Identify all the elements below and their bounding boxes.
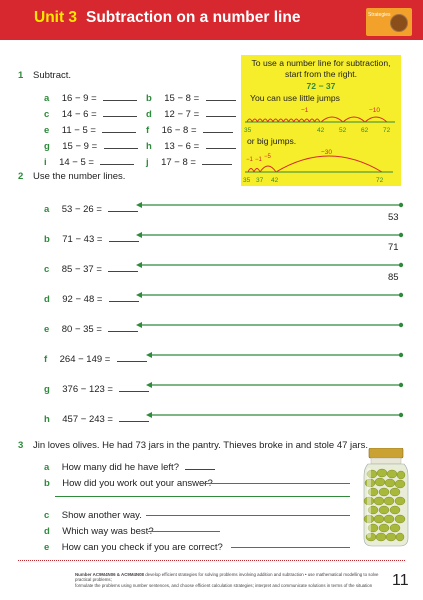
number-line-end-label: 71 <box>388 242 399 253</box>
end-point <box>399 233 403 237</box>
item-expression: 53 − 26 = <box>61 204 102 215</box>
q2-item-f <box>44 349 147 367</box>
jump-label: −1 <box>246 157 253 163</box>
answer-blank[interactable] <box>117 361 147 362</box>
item-letter: c <box>44 264 50 275</box>
left-arrow-icon <box>136 202 142 208</box>
item-question: How can you check if you are correct? <box>61 542 223 553</box>
left-arrow-icon <box>136 322 142 328</box>
item-letter: a <box>44 204 50 215</box>
brain-icon <box>390 14 408 32</box>
item-letter: h <box>44 414 50 425</box>
q3-item-b <box>44 473 213 491</box>
tick-label: 35 <box>243 177 251 184</box>
item-letter: f <box>44 354 48 365</box>
tick-label: 62 <box>361 127 369 134</box>
jar-lid <box>369 448 403 458</box>
item-expression: 376 − 123 = <box>62 384 113 395</box>
end-point <box>399 353 403 357</box>
number-line[interactable] <box>146 380 406 390</box>
jump-label: −1 <box>255 157 262 163</box>
number-line[interactable] <box>136 230 406 240</box>
number-line[interactable] <box>146 350 406 360</box>
item-expression: 13 − 6 = <box>164 141 200 152</box>
item-expression: 17 − 8 = <box>161 157 196 168</box>
q1-instruction: Subtract. <box>33 70 72 81</box>
q3-intro: Jin loves olives. He had 73 jars in the pantry. Thieves broke in and stole 47 jars. <box>33 440 368 451</box>
q1-number: 1 <box>18 70 24 81</box>
answer-blank[interactable] <box>100 164 134 165</box>
item-letter: b <box>44 478 50 489</box>
answer-line[interactable] <box>55 496 350 497</box>
item-expression: 12 − 7 = <box>164 109 200 120</box>
q2-item-h <box>44 409 149 427</box>
item-letter: d <box>146 109 152 120</box>
item-expression: 80 − 35 = <box>61 324 102 335</box>
footer-divider <box>18 560 405 561</box>
item-letter: g <box>44 384 50 395</box>
item-letter: i <box>44 157 47 168</box>
end-point <box>399 413 403 417</box>
q2-item-g <box>44 379 149 397</box>
end-point <box>399 203 403 207</box>
left-arrow-icon <box>146 412 152 418</box>
jump-label: −30 <box>321 149 333 156</box>
tip-line-2: start from the right. <box>284 69 358 79</box>
end-point <box>399 293 403 297</box>
olive-jar-image <box>360 448 412 548</box>
number-line[interactable] <box>136 200 406 210</box>
number-line-end-label: 53 <box>388 212 399 223</box>
unit-label: Unit 3 <box>34 9 78 26</box>
item-letter: e <box>44 125 50 136</box>
item-letter: d <box>44 526 50 537</box>
page-header <box>0 0 423 40</box>
tick-label: 72 <box>383 127 391 134</box>
answer-blank[interactable] <box>185 469 215 470</box>
item-question: How did you work out your answer? <box>62 478 213 489</box>
tip-little-jumps: You can use little jumps <box>250 93 340 103</box>
item-expression: 85 − 37 = <box>61 264 102 275</box>
item-letter: e <box>44 542 50 553</box>
jar-highlight <box>367 468 371 538</box>
answer-blank[interactable] <box>109 241 139 242</box>
item-expression: 71 − 43 = <box>62 234 103 245</box>
item-expression: 11 − 5 = <box>61 125 96 136</box>
jump-arc <box>365 117 387 122</box>
tick-label: 72 <box>376 177 384 184</box>
q2-item-d <box>44 289 139 307</box>
item-letter: b <box>44 234 50 245</box>
item-question: Show another way. <box>61 510 142 521</box>
answer-blank[interactable] <box>103 100 137 101</box>
answer-blank[interactable] <box>108 211 138 212</box>
item-expression: 15 − 8 = <box>164 93 200 104</box>
jump-arc <box>260 166 276 172</box>
tick-label: 52 <box>339 127 347 134</box>
item-letter: h <box>146 141 152 152</box>
end-point <box>399 263 403 267</box>
answer-blank[interactable] <box>104 148 138 149</box>
item-expression: 16 − 8 = <box>161 125 197 136</box>
left-arrow-icon <box>146 352 152 358</box>
big-jumps-number-line <box>241 147 401 185</box>
item-expression: 92 − 48 = <box>62 294 103 305</box>
curriculum-text-1: develop efficient strategies for solving problems involving addition and subtraction • use mathematical modelling to solve practical problems; <box>75 572 379 583</box>
jump-arc <box>254 169 260 173</box>
answer-blank[interactable] <box>102 132 136 133</box>
answer-blank[interactable] <box>108 271 138 272</box>
curriculum-codes: Number AC9M4N06 & AC9M4N08 <box>75 572 144 577</box>
q3-number: 3 <box>18 440 24 451</box>
jump-arc <box>248 169 254 173</box>
number-line-end-label: 85 <box>388 272 399 283</box>
tip-example: 72 − 37 <box>306 81 336 91</box>
tip-box <box>241 55 401 186</box>
q2-item-b <box>44 229 139 247</box>
jar-neck <box>371 458 401 464</box>
q1-item-j <box>146 152 232 170</box>
q1-item-i <box>44 152 134 170</box>
left-arrow-icon <box>136 292 142 298</box>
number-line[interactable] <box>146 410 406 420</box>
item-letter: a <box>44 462 50 473</box>
item-expression: 457 − 243 = <box>62 414 113 425</box>
item-letter: g <box>44 141 50 152</box>
jump-arc <box>321 117 343 122</box>
item-expression: 16 − 9 = <box>61 93 97 104</box>
answer-blank[interactable] <box>109 301 139 302</box>
answer-line[interactable] <box>231 547 350 548</box>
item-letter: f <box>146 125 150 136</box>
page-number: 11 <box>392 572 409 589</box>
number-line[interactable] <box>136 320 406 330</box>
item-expression: 15 − 9 = <box>62 141 98 152</box>
answer-blank[interactable] <box>203 132 233 133</box>
item-letter: e <box>44 324 50 335</box>
number-line[interactable] <box>136 290 406 300</box>
item-expression: 14 − 6 = <box>61 109 97 120</box>
q2-item-c <box>44 259 138 277</box>
badge-label: Strategies <box>368 12 391 18</box>
answer-blank[interactable] <box>206 148 236 149</box>
tick-label: 42 <box>317 127 325 134</box>
left-arrow-icon <box>146 382 152 388</box>
strategies-badge <box>366 8 412 36</box>
page-title: Subtraction on a number line <box>86 9 301 26</box>
q2-item-a <box>44 199 138 217</box>
item-question: Which way was best? <box>62 526 154 537</box>
answer-line[interactable] <box>148 531 220 532</box>
tick-label: 35 <box>244 127 252 134</box>
q3-item-e <box>44 537 223 555</box>
end-point <box>399 323 403 327</box>
item-letter: j <box>146 157 149 168</box>
item-expression: 14 − 5 = <box>59 157 94 168</box>
jump-label: −1 <box>301 107 309 114</box>
curriculum-text-2: formulate the problems using number sentences, and choose efficient calculation strategies; interpret and communicate solutions in terms of the situation <box>75 582 373 588</box>
answer-line[interactable] <box>146 515 350 516</box>
answer-blank[interactable] <box>206 100 236 101</box>
item-question: How many did he have left? <box>61 462 179 473</box>
number-line[interactable] <box>136 260 406 270</box>
answer-line[interactable] <box>203 483 350 484</box>
item-letter: c <box>44 109 50 120</box>
answer-blank[interactable] <box>103 116 137 117</box>
item-letter: d <box>44 294 50 305</box>
jump-label: −10 <box>369 107 381 114</box>
tip-line-1: To use a number line for subtraction, <box>251 58 391 68</box>
tick-label: 37 <box>256 177 264 184</box>
left-arrow-icon <box>136 262 142 268</box>
answer-blank[interactable] <box>202 164 232 165</box>
item-expression: 264 − 149 = <box>59 354 111 365</box>
item-letter: a <box>44 93 50 104</box>
answer-blank[interactable] <box>108 331 138 332</box>
tick-label: 42 <box>271 177 279 184</box>
q2-number: 2 <box>18 171 24 182</box>
q2-instruction: Use the number lines. <box>33 171 126 182</box>
answer-blank[interactable] <box>206 116 236 117</box>
item-letter: c <box>44 510 50 521</box>
q2-item-e <box>44 319 138 337</box>
left-arrow-icon <box>136 232 142 238</box>
jump-arc <box>343 117 365 122</box>
footer-curriculum-note <box>75 572 385 588</box>
item-letter: b <box>146 93 152 104</box>
jump-arc <box>276 156 382 172</box>
end-point <box>399 383 403 387</box>
little-jumps-number-line <box>241 103 401 135</box>
answer-blank[interactable] <box>119 391 149 392</box>
tip-big-jumps: or big jumps. <box>247 136 297 146</box>
jump-label: −5 <box>264 154 271 160</box>
answer-blank[interactable] <box>119 421 149 422</box>
